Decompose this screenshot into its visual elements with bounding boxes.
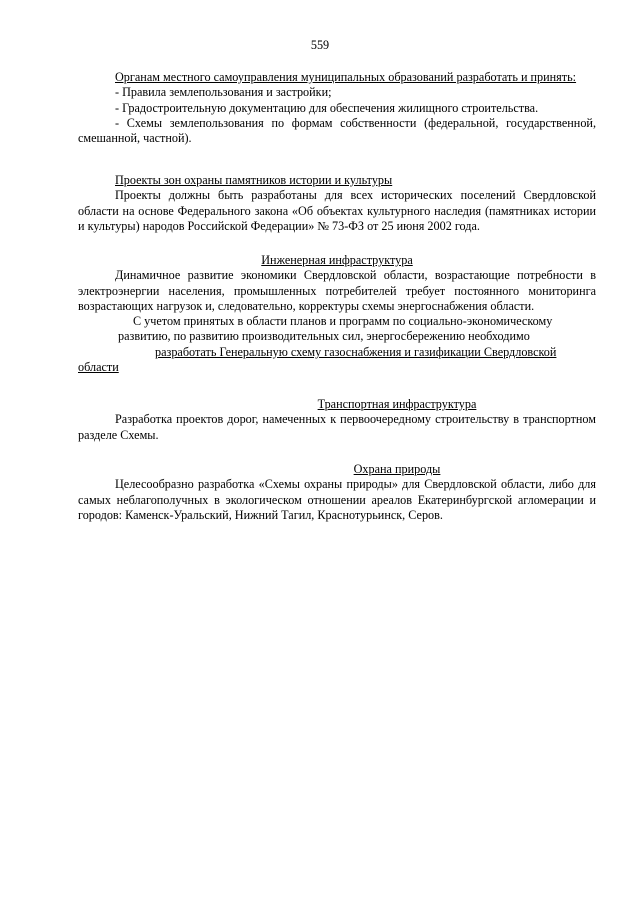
list-item: - Правила землепользования и застройки; [115, 85, 332, 100]
section-heritage-heading: Проекты зон охраны памятников истории и культуры [115, 173, 393, 187]
section-heritage-text: Проекты должны быть разработаны для всех исторических поселений Свердловской области на основе Федерального закона «Об объектах культурного наследия (памятниках истории и культуры) народов Российской Федерации» № 73-ФЗ от 25 июня 2002 года. [78, 188, 596, 233]
list-item: - Схемы землепользования по формам собственности (федеральной, государственной, смешанной, частной). [78, 115, 596, 146]
page-number: 559 [310, 38, 330, 52]
section-nature-text: Целесообразно разработка «Схемы охраны природы» для Свердловской области, либо для самых неблагополучных в экологическом отношении ареалов Екатеринбургской агломерации и городов: Каменск-Уральский, Нижний Тагил, Краснотурьинск, Серов. [78, 477, 596, 522]
section-engineering-heading: Инженерная инфраструктура [261, 253, 413, 267]
section-heritage [78, 173, 596, 234]
section-local-heading: Органам местного самоуправления муниципальных образований разработать и принять: [115, 70, 577, 84]
section-engineering-text2-line2: развитию, по развитию производительных сил, энергосбережению необходимо [118, 329, 530, 344]
section-engineering-text3-line1: разработать Генеральную схему газоснабжения и газификации Свердловской [155, 344, 557, 359]
section-nature [78, 462, 596, 523]
list-item: - Градостроительную документацию для обеспечения жилищного строительства. [115, 100, 539, 115]
section-engineering-text3-line2: области [78, 360, 119, 375]
section-nature-heading: Охрана природы [353, 462, 441, 476]
section-local-government [78, 70, 596, 146]
section-engineering-text: Динамичное развитие экономики Свердловской области, возрастающие потребности в электроэнергии населения, промышленных потребителей требует постоянного мониторинга возрастающих нагрузок и, следовательно, корректуры схемы энергоснабжения области. [78, 268, 596, 313]
section-engineering-text2-line1: С учетом принятых в области планов и программ по социально-экономическому [133, 314, 553, 329]
section-engineering [78, 253, 596, 375]
section-transport [78, 397, 596, 443]
section-transport-text: Разработка проектов дорог, намеченных к первоочередному строительству в транспортном разделе Схемы. [78, 412, 596, 442]
section-transport-heading: Транспортная инфраструктура [317, 397, 477, 411]
